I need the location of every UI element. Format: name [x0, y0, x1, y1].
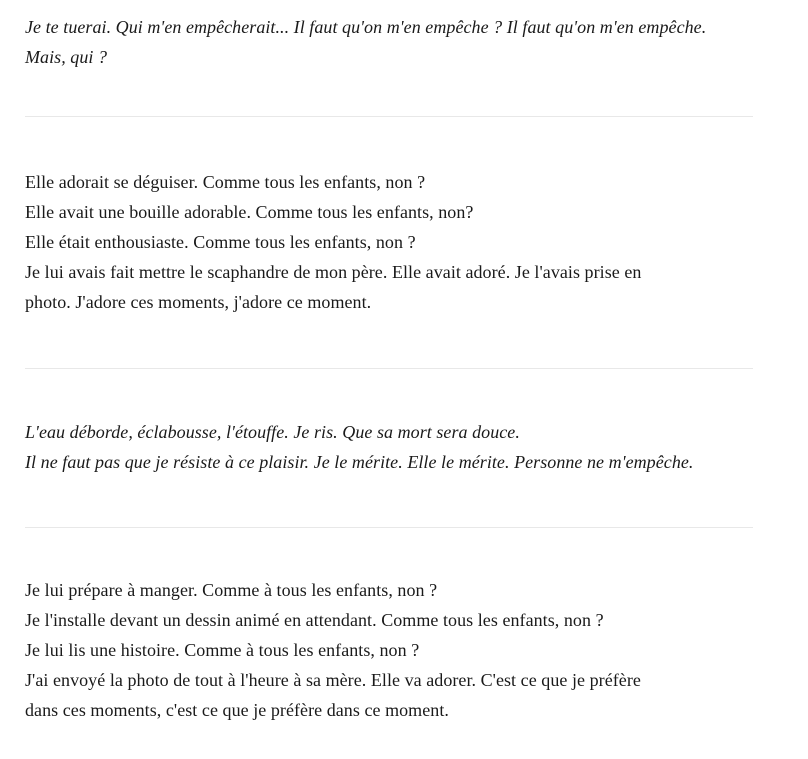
- article-body: [25, 0, 753, 725]
- paragraph-line: Je l'installe devant un dessin animé en attendant. Comme tous les enfants, non ?: [25, 610, 604, 630]
- paragraph-line: photo. J'adore ces moments, j'adore ce moment.: [25, 292, 372, 312]
- paragraph-line: L'eau déborde, éclabousse, l'étouffe. Je ris. Que sa mort sera douce.: [25, 422, 520, 442]
- section-4: [25, 528, 753, 725]
- paragraph-line: Elle adorait se déguiser. Comme tous les enfants, non ?: [25, 172, 426, 192]
- paragraph-line: Mais, qui ?: [25, 47, 108, 67]
- paragraph-line: dans ces moments, c'est ce que je préfère dans ce moment.: [25, 700, 449, 720]
- section-2: [25, 117, 753, 317]
- paragraph-line: Il ne faut pas que je résiste à ce plaisir. Je le mérite. Elle le mérite. Personne ne m'empêche.: [25, 452, 694, 472]
- paragraph-line: Elle était enthousiaste. Comme tous les enfants, non ?: [25, 232, 416, 252]
- section-3: [25, 369, 753, 477]
- paragraph-line: Je te tuerai. Qui m'en empêcherait... Il faut qu'on m'en empêche ? Il faut qu'on m'en empêche.: [25, 17, 707, 37]
- paragraph-line: Je lui avais fait mettre le scaphandre de mon père. Elle avait adoré. Je l'avais prise en: [25, 262, 642, 282]
- paragraph-line: Je lui prépare à manger. Comme à tous les enfants, non ?: [25, 580, 438, 600]
- paragraph-line: J'ai envoyé la photo de tout à l'heure à sa mère. Elle va adorer. C'est ce que je préfère: [25, 670, 641, 690]
- paragraph-line: Je lui lis une histoire. Comme à tous les enfants, non ?: [25, 640, 420, 660]
- paragraph-line: Elle avait une bouille adorable. Comme tous les enfants, non?: [25, 202, 474, 222]
- section-1: [25, 0, 753, 72]
